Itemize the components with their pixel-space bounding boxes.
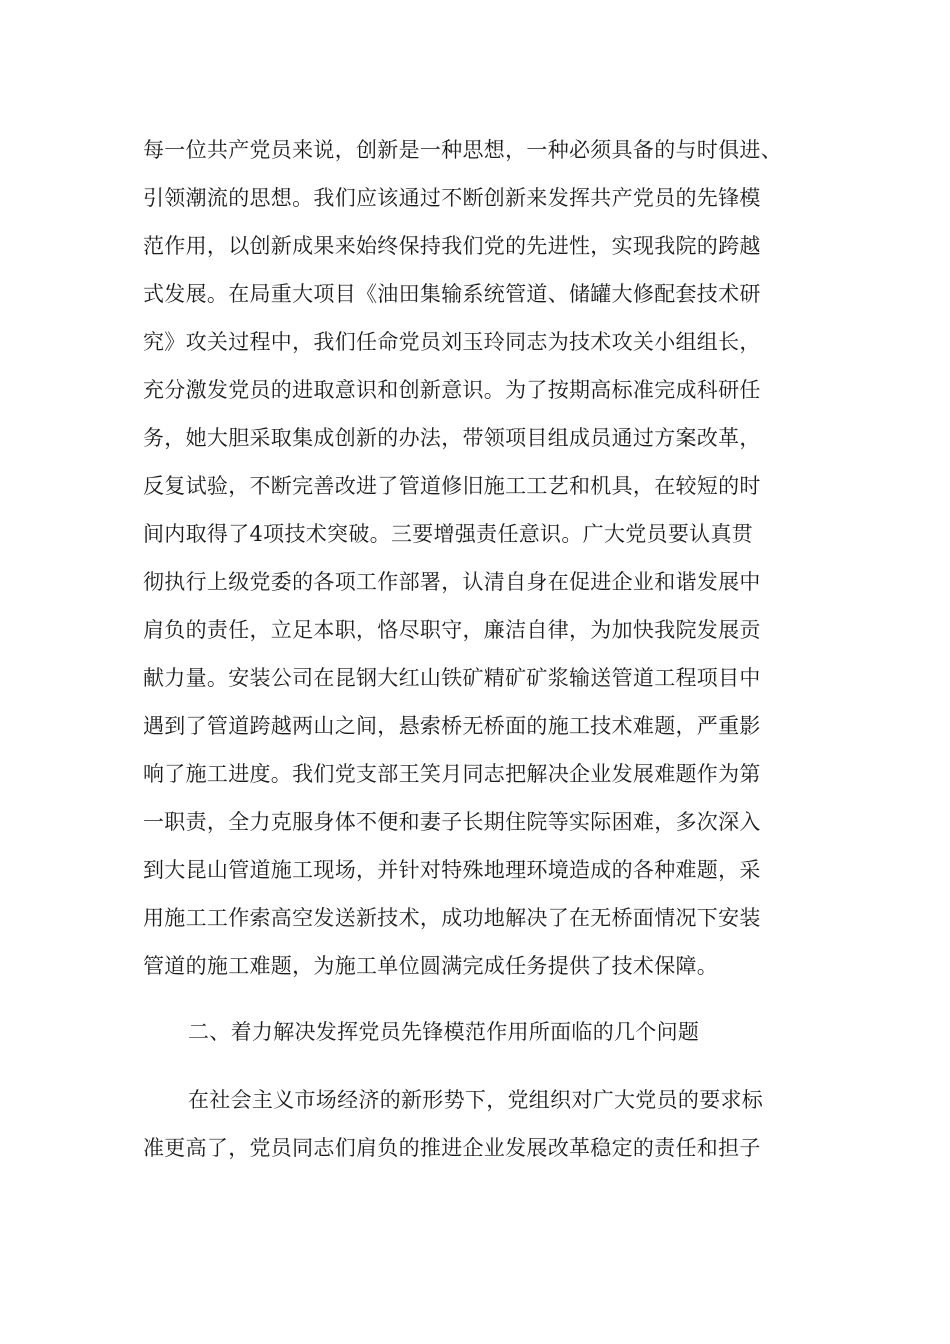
paragraph-line: 肩负的责任，立足本职，恪尽职守，廉洁自律，为加快我院发展贡 [143,618,761,642]
paragraph-line: 准更高了，党员同志们肩负的推进企业发展改革稳定的责任和担子 [143,1136,761,1160]
paragraph-line: 究》攻关过程中，我们任命党员刘玉玲同志为技术攻关小组组长， [143,330,761,354]
paragraph-line: 反复试验，不断完善改进了管道修旧施工工艺和机具，在较短的时 [143,474,761,498]
paragraph-line: 遇到了管道跨越两山之间，悬索桥无桥面的施工技术难题，严重影 [143,714,761,738]
paragraph-line: 到大昆山管道施工现场，并针对特殊地理环境造成的各种难题，采 [143,858,761,882]
paragraph-line: 务，她大胆采取集成创新的办法，带领项目组成员通过方案改革， [143,426,761,450]
paragraph-line: 献力量。安装公司在昆钢大红山铁矿精矿矿浆输送管道工程项目中 [143,666,761,690]
paragraph-line: 管道的施工难题，为施工单位圆满完成任务提供了技术保障。 [143,954,719,978]
section-heading: 二、着力解决发挥党员先锋模范作用所面临的几个问题 [188,1020,700,1044]
paragraph-line: 每一位共产党员来说，创新是一种思想，一种必须具备的与时俱进、 [143,138,782,162]
paragraph-line: 在社会主义市场经济的新形势下，党组织对广大党员的要求标 [188,1088,764,1112]
paragraph-line: 间内取得了4项技术突破。三要增强责任意识。广大党员要认真贯 [143,522,754,546]
paragraph-line: 响了施工进度。我们党支部王笑月同志把解决企业发展难题作为第 [143,762,761,786]
paragraph-line: 用施工工作索高空发送新技术，成功地解决了在无桥面情况下安装 [143,906,761,930]
paragraph-line: 式发展。在局重大项目《油田集输系统管道、储罐大修配套技术研 [143,282,761,306]
paragraph-line: 一职责，全力克服身体不便和妻子长期住院等实际困难，多次深入 [143,810,761,834]
paragraph-line: 彻执行上级党委的各项工作部署，认清自身在促进企业和谐发展中 [143,570,761,594]
paragraph-line: 充分激发党员的进取意识和创新意识。为了按期高标准完成科研任 [143,378,761,402]
paragraph-line: 范作用，以创新成果来始终保持我们党的先进性，实现我院的跨越 [143,234,761,258]
paragraph-line: 引领潮流的思想。我们应该通过不断创新来发挥共产党员的先锋模 [143,186,761,210]
